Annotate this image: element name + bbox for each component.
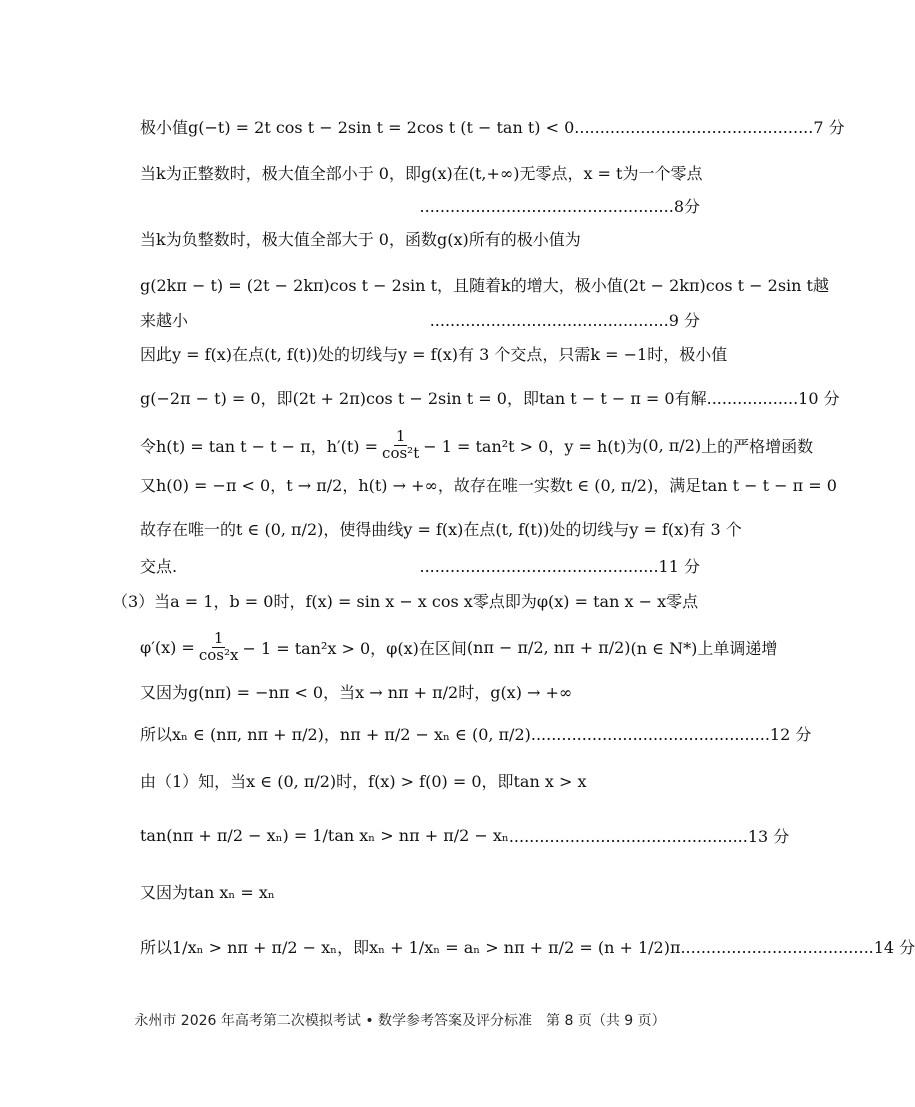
line-text: 所以1/xₙ > nπ + π/2 − xₙ，即xₙ + 1/xₙ = aₙ > nπ + π/2 = (n + 1/2)π bbox=[140, 937, 681, 957]
line-text: g(2kπ − t) = (2t − 2kπ)cos t − 2sin t，且随着k的增大，极小值(2t − 2kπ)cos t − 2sin t越 bbox=[140, 275, 829, 295]
fraction bbox=[380, 426, 421, 462]
fraction-numerator: 1 bbox=[395, 426, 406, 445]
line-text: 交点. bbox=[140, 556, 178, 576]
line-text: 故存在唯一的t ∈ (0, π/2)，使得曲线y = f(x)在点(t, f(t))处的切线与y = f(x)有 3 个 bbox=[140, 519, 742, 539]
score-dots: ...............................................11 分 bbox=[419, 556, 700, 576]
line-text: 所以xₙ ∈ (nπ, nπ + π/2)，nπ + π/2 − xₙ ∈ (0, π/2) bbox=[140, 724, 531, 744]
score-dots: ...............................................7 分 bbox=[574, 117, 845, 137]
line-13 bbox=[112, 580, 700, 620]
line-9 bbox=[140, 420, 814, 470]
line-18 bbox=[140, 815, 790, 855]
line-16 bbox=[140, 713, 812, 753]
line-text: 又因为g(nπ) = −nπ < 0，当x → nπ + π/2时，g(x) → +∞ bbox=[140, 682, 573, 702]
interval: (nπ − π/2, nπ + π/2) bbox=[466, 637, 631, 657]
score-dots: ...............................................13 分 bbox=[508, 826, 790, 846]
score-dots: ......................................14 分 bbox=[680, 937, 915, 957]
score-dots: ..................10 分 bbox=[706, 388, 840, 408]
line-12 bbox=[140, 545, 700, 585]
fraction-numerator: 1 bbox=[213, 628, 224, 647]
line-4 bbox=[140, 218, 700, 258]
line-text: g(−2π − t) = 0，即(2t + 2π)cos t − 2sin t = 0，即tan t − t − π = 0有解 bbox=[140, 388, 707, 408]
line-text: 因此y = f(x)在点(t, f(t))处的切线与y = f(x)有 3 个交点，只需k = −1时，极小值 bbox=[140, 344, 728, 364]
line-text: 令h(t) = tan t − t − π，h′(t) = bbox=[140, 436, 379, 456]
line-text: 由（1）知，当x ∈ (0, π/2)时，f(x) > f(0) = 0，即tan x > x bbox=[140, 771, 587, 791]
line-8 bbox=[140, 377, 840, 417]
line-15 bbox=[140, 671, 700, 711]
line-text: 当k为正整数时，极大值全部小于 0，即g(x)在(t,+∞)无零点，x = t为一个零点 bbox=[140, 163, 703, 183]
line-text: 当k为负整数时，极大值全部大于 0，函数g(x)所有的极小值为 bbox=[140, 229, 581, 249]
line-text: 又h(0) = −π < 0，t → π/2，h(t) → +∞，故存在唯一实数t ∈ (0, π/2)，满足tan t − t − π = 0 bbox=[140, 475, 837, 495]
line-1 bbox=[140, 106, 845, 146]
line-19 bbox=[140, 871, 700, 911]
line-text: φ′(x) = bbox=[140, 637, 195, 657]
line-7 bbox=[140, 333, 728, 373]
interval: (0, π/2) bbox=[642, 435, 702, 455]
line-20 bbox=[140, 926, 915, 966]
line-text: (n ∈ N*)上单调递增 bbox=[630, 638, 778, 658]
line-10 bbox=[140, 464, 837, 504]
line-text: 又因为tan xₙ = xₙ bbox=[140, 882, 275, 902]
score-dots: ...............................................12 分 bbox=[530, 724, 812, 744]
line-text: tan(nπ + π/2 − xₙ) = 1/tan xₙ > nπ + π/2 − xₙ bbox=[140, 825, 509, 845]
line-14 bbox=[140, 622, 778, 672]
line-5 bbox=[140, 264, 829, 304]
line-text: − 1 = tan²t > 0，y = h(t)为 bbox=[423, 436, 643, 456]
line-text: 极小值g(−t) = 2t cos t − 2sin t = 2cos t (t − tan t) < 0 bbox=[140, 117, 575, 137]
line-17 bbox=[140, 760, 700, 800]
line-11 bbox=[140, 508, 742, 548]
fraction bbox=[197, 628, 241, 664]
page-footer: 永州市 2026 年高考第二次模拟考试 • 数学参考答案及评分标准 第 8 页（共 9 页） bbox=[134, 1013, 666, 1029]
fraction-denominator: cos²t bbox=[382, 443, 420, 462]
line-text: 上的严格增函数 bbox=[701, 436, 814, 456]
score-dots: ..................................................8分 bbox=[419, 196, 700, 216]
line-text: （3）当a = 1，b = 0时，f(x) = sin x − x cos x零点即为φ(x) = tan x − x零点 bbox=[112, 591, 699, 611]
fraction-denominator: cos²x bbox=[198, 645, 239, 664]
score-dots: ...............................................9 分 bbox=[429, 310, 700, 330]
line-text: 来越小 bbox=[140, 310, 189, 330]
line-text: − 1 = tan²x > 0，φ(x)在区间 bbox=[242, 638, 467, 658]
